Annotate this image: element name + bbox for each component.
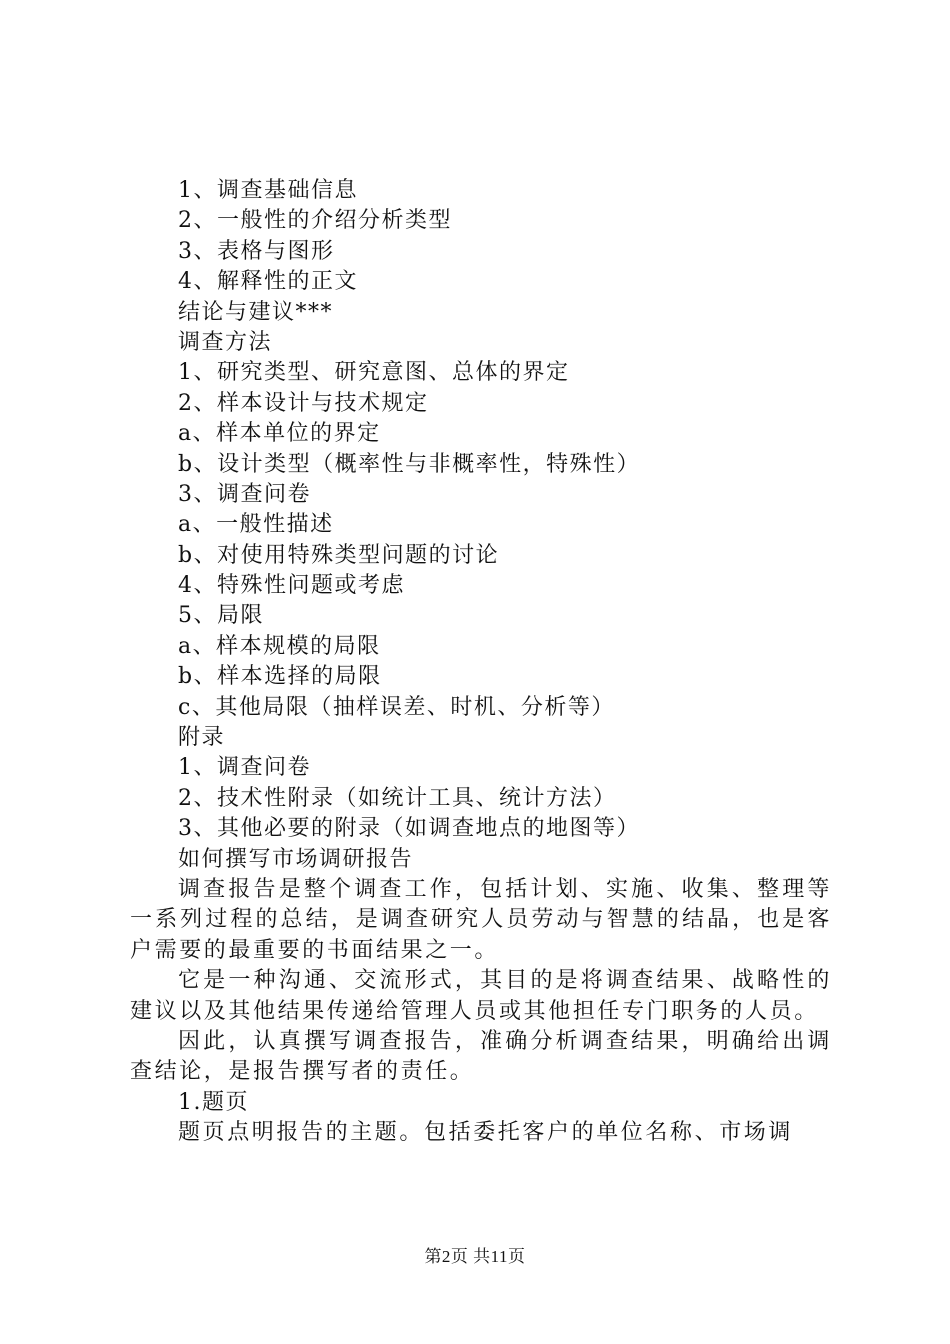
- text-line: 1、调查基础信息: [178, 178, 358, 203]
- paragraph: 调查报告是整个调查工作，包括计划、实施、收集、整理等一系列过程的总结，是调查研究人员劳动与智慧的结晶，也是客户需要的最重要的书面结果之一。: [130, 876, 832, 963]
- text-line: 2、技术性附录（如统计工具、统计方法）: [178, 785, 617, 811]
- text-line: 3、调查问卷: [178, 481, 311, 507]
- text-line: 5、局限: [178, 603, 264, 629]
- text-line: a、一般性描述: [178, 512, 334, 538]
- text-line: 1、研究类型、研究意图、总体的界定: [178, 360, 570, 386]
- section-heading: 结论与建议***: [178, 299, 334, 325]
- paragraph: 题页点明报告的主题。包括委托客户的单位名称、市场调: [178, 1120, 794, 1146]
- paragraph: 因此，认真撰写调查报告，准确分析调查结果，明确给出调查结论，是报告撰写者的责任。: [130, 1029, 832, 1085]
- section-heading: 附录: [178, 725, 226, 751]
- text-line: a、样本规模的局限: [178, 633, 381, 659]
- section-heading: 调查方法: [178, 329, 273, 355]
- text-line: b、样本选择的局限: [178, 664, 382, 690]
- text-line: b、对使用特殊类型问题的讨论: [178, 542, 500, 568]
- text-line: 4、特殊性问题或考虑: [178, 573, 405, 599]
- page-number-footer: 第2页 共11页: [424, 1247, 526, 1266]
- text-line: 3、其他必要的附录（如调查地点的地图等）: [178, 816, 640, 842]
- text-line: 2、样本设计与技术规定: [178, 390, 429, 416]
- document-body: [130, 176, 832, 1149]
- text-line: 4、解释性的正文: [178, 269, 358, 295]
- text-line: 2、一般性的介绍分析类型: [178, 208, 452, 234]
- text-line: a、样本单位的界定: [178, 421, 381, 447]
- text-line: 3、表格与图形: [178, 238, 335, 264]
- text-line: 1、调查问卷: [178, 755, 311, 781]
- text-line: c、其他局限（抽样误差、时机、分析等）: [178, 694, 615, 720]
- text-line: b、设计类型（概率性与非概率性，特殊性）: [178, 451, 641, 477]
- paragraph: 它是一种沟通、交流形式，其目的是将调查结果、战略性的建议以及其他结果传递给管理人员或其他担任专门职务的人员。: [130, 968, 832, 1024]
- section-heading: 如何撰写市场调研报告: [178, 846, 414, 872]
- subsection-heading: 1.题页: [178, 1089, 249, 1115]
